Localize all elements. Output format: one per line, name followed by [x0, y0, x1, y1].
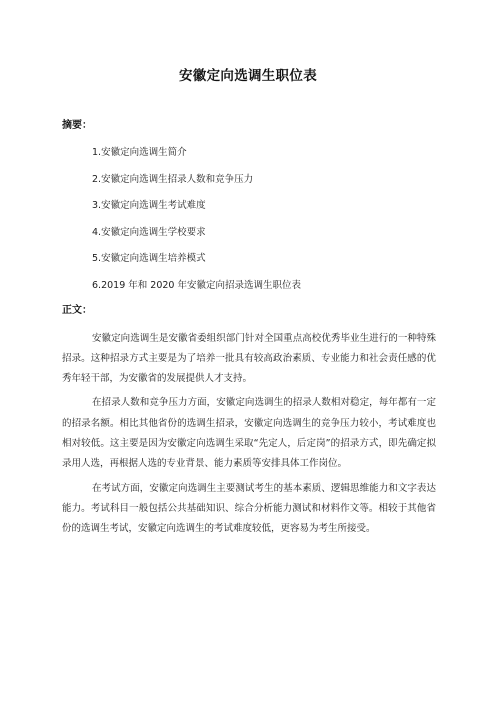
- abstract-item: 6.2019 年和 2020 年安徽定向招录选调生职位表: [92, 279, 301, 291]
- body-label: 正文：: [62, 304, 92, 316]
- abstract-item: 3.安徽定向选调生考试难度: [92, 200, 206, 211]
- body-paragraph: 在考试方面，安徽定向选调生主要测试考生的基本素质、逻辑思维能力和文字表达能力。考试科目一般包括公共基础知识、综合分析能力测试和材料作文等。相较于其他省份的选调生考试，安徽定向选调生的考试难度较低，更容易为考生所接受。: [62, 482, 436, 535]
- document-content: [62, 118, 436, 539]
- abstract-item: 5.安徽定向选调生培养模式: [92, 253, 206, 264]
- body-paragraph: 安徽定向选调生是安徽省委组织部门针对全国重点高校优秀毕业生进行的一种特殊招录。这种招录方式主要是为了培养一批具有较高政治素质、专业能力和社会责任感的优秀年轻干部，为安徽省的发展提供人才支持。: [62, 332, 436, 385]
- abstract-label: 摘要：: [62, 120, 92, 131]
- document-title: 安徽定向选调生职位表: [179, 68, 317, 84]
- abstract-item: 2.安徽定向选调生招录人数和竞争压力: [92, 173, 254, 185]
- abstract-item: 4.安徽定向选调生学校要求: [92, 226, 206, 238]
- abstract-item: 1.安徽定向选调生简介: [92, 147, 187, 158]
- abstract-list: [62, 146, 436, 292]
- body-paragraph: 在招录人数和竞争压力方面，安徽定向选调生的招录人数相对稳定，每年都有一定的招录名额。相比其他省份的选调生招录，安徽定向选调生的竞争压力较小，考试难度也相对较低。这主要是因为安徽定向选调生采取“先定人，后定岗”的招录方式，即先确定拟录用人选，再根据人选的专业背景、能力素质等安排具体工作岗位。: [62, 397, 436, 470]
